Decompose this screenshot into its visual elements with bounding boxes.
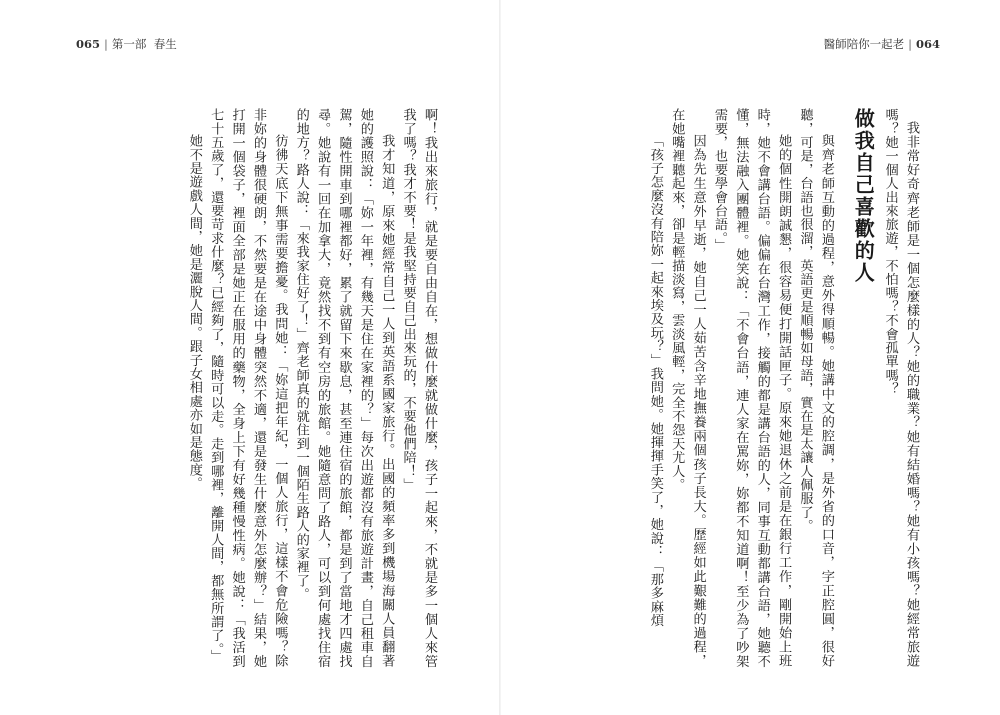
header-separator: | xyxy=(908,37,912,51)
left-page-number: 065 xyxy=(76,37,101,51)
intro-paragraph: 我非常好奇齊老師是一個怎麼樣的人？她的職業？她有結婚嗎？她有小孩嗎？她經常旅遊嗎？她一個人出來旅遊，不怕嗎？不會孤單嗎？ xyxy=(882,108,919,668)
header-separator: | xyxy=(104,37,108,51)
right-page-body xyxy=(582,108,922,668)
body-paragraph: 她不是遊戲人間，她是灑脫人間。跟子女相處亦如是態度。 xyxy=(186,134,202,491)
left-page-body xyxy=(88,108,440,668)
left-page-header xyxy=(76,36,177,52)
chapter-label: 醫師陪你一起老 xyxy=(823,37,905,51)
section-heading: 做我自己喜歡的人 xyxy=(851,108,876,284)
right-page-header xyxy=(824,36,940,52)
body-paragraph: 我才知道，原來她經常自己一人到英語系國家旅行。出國的頻率多到機場海關人員翻著她的護照說：「妳一年裡，有幾天是住在家裡的？」每次出遊都沒有旅遊計畫，自己租車自駕，隨性開車到哪裡都好，累了就留下來歇息，甚至連住宿的旅館，都是到了當地才四處找尋。她說有一回在加拿大，竟然找不到有空房的旅館。她隨意問了路人，可以到何處找住宿的地方？路人說：「來我家住好了！」齊老師真的就住到一個陌生路人的家裡了。 xyxy=(293,108,395,668)
body-paragraph: 「孩子怎麼沒有陪妳一起來埃及玩？」我問她。她揮揮手笑了，她說：「那多麻煩 xyxy=(647,134,663,628)
continued-paragraph: 啊！我出來旅行，就是要自由自在，想做什麼就做什麼，孩子一起來，不就是多一個人來管我了嗎？我才不要！是我堅持要自己出來玩的，不要他們陪！」 xyxy=(400,108,437,668)
section-label: 春生 xyxy=(153,37,177,51)
book-gutter xyxy=(499,0,501,715)
body-paragraph: 與齊老師互動的過程，意外得順暢。她講中文的腔調，是外省的口音，字正腔圓，很好聽，可是，台語也很溜，英語更是順暢如母語，實在是太讓人佩服了。 xyxy=(797,108,834,668)
part-label: 第一部 xyxy=(111,37,147,51)
body-paragraph: 因為先生意外早逝，她自己一人茹苦含辛地撫養兩個孩子長大。歷經如此艱難的過程，在她嘴裡聽起來，卻是輕描淡寫，雲淡風輕，完全不怨天尤人。 xyxy=(669,108,706,668)
right-page-number: 064 xyxy=(915,37,940,51)
body-paragraph: 彷彿天底下無事需要擔憂。我問她：「妳這把年紀，一個人旅行，這樣不會危險嗎？除非妳的身體很硬朗，不然要是在途中身體突然不適，還是發生什麼意外怎麼辦？」結果，她打開一個袋子，裡面全部是她正在服用的藥物，全身上下有好幾種慢性病。她說：「我活到七十五歲了，還要苛求什麼？已經夠了，隨時可以走。走到哪裡，離開人間，都無所謂了。」 xyxy=(208,108,288,668)
body-paragraph: 她的個性開朗誠懇，很容易便打開話匣子。原來她退休之前是在銀行工作，剛開始上班時，她不會講台語。偏偏在台灣工作，接觸的都是講台語的人，同事互動都講台語，她聽不懂，無法融入團體裡。她笑說：「不會台語，連人家在罵妳，妳都不知道啊！至少為了吵架需要，也要學會台語。」 xyxy=(711,108,792,668)
